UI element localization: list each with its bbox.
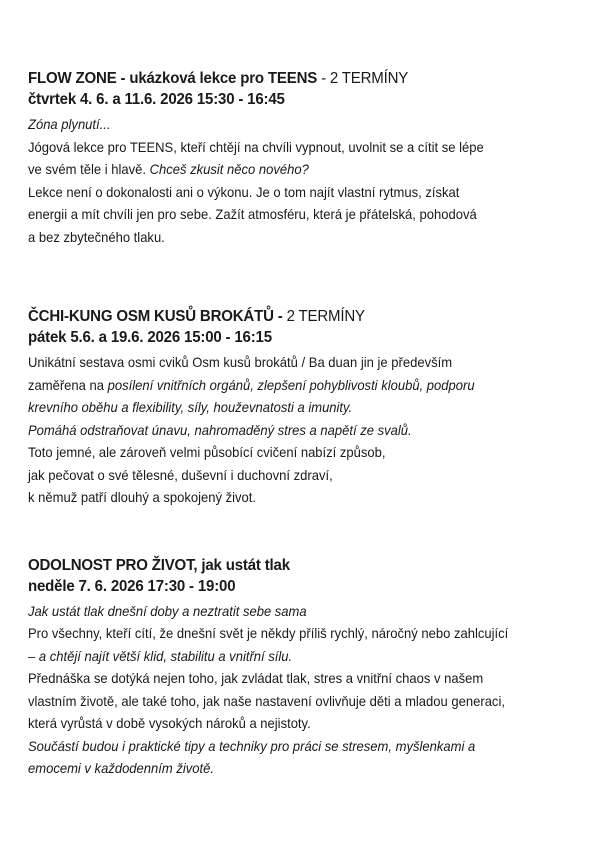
event-title — [28, 555, 545, 576]
description-line: Jak ustát tlak dnešní doby a neztratit sebe sama — [28, 602, 307, 619]
event-odolnost — [28, 555, 578, 780]
description-line: k němuž patří dlouhý a spokojený život. — [28, 489, 256, 505]
event-title-text: ČCHI-KUNG OSM KUSŮ BROKÁTŮ - — [28, 308, 283, 325]
description-line: Přednáška se dotýká nejen toho, jak zvládat tlak, stres a vnitřní chaos v našem — [28, 670, 484, 686]
event-date: neděle 7. 6. 2026 17:30 - 19:00 — [28, 577, 236, 595]
event-date: čtvrtek 4. 6. a 11.6. 2026 15:30 - 16:45 — [28, 91, 285, 108]
description-line: Toto jemné, ale zároveň velmi působící cvičení nabízí způsob, — [28, 444, 386, 460]
event-title-text: ODOLNOST PRO ŽIVOT, jak ustát tlak — [28, 556, 290, 574]
event-terms: - 2 TERMÍNY — [317, 70, 409, 87]
description-line: Součástí budou i praktické tipy a techniky pro práci se stresem, myšlenkami a — [28, 737, 476, 754]
description-line: Lekce není o dokonalosti ani o výkonu. Je o tom najít vlastní rytmus, získat — [28, 183, 460, 200]
description-line: Zóna plynutí... — [28, 116, 111, 132]
description-line: vlastním životě, ale také toho, jak naše nastavení ovlivňuje děti a mladou generaci, — [28, 692, 505, 709]
description-line: Jógová lekce pro TEENS, kteří chtějí na chvíli vypnout, uvolnit se a cítit se lépe — [28, 138, 484, 155]
description-line: energii a mít chvíli jen pro sebe. Zažít atmosféru, která je přátelská, pohodová — [28, 206, 477, 222]
event-flow-zone — [28, 68, 578, 248]
event-terms: 2 TERMÍNY — [282, 308, 365, 325]
description-line: – a chtějí najít větší klid, stabilitu a vnitřní sílu. — [28, 647, 293, 664]
description-line: která vyrůstá v době vysokých nároků a nejistoty. — [28, 715, 311, 731]
description-line: zaměřena na posílení vnitřních orgánů, zlepšení pohyblivosti kloubů, podporu — [28, 376, 475, 393]
description-line: Pomáhá odstraňovat únavu, nahromaděný stres a napětí ze svalů. — [28, 421, 412, 438]
event-title-text: FLOW ZONE - ukázková lekce pro TEENS — [28, 70, 318, 87]
description-line: a bez zbytečného tlaku. — [28, 228, 165, 245]
event-title — [28, 306, 545, 327]
description-line: ve svém těle i hlavě. Chceš zkusit něco nového? — [28, 161, 309, 177]
description-line: emocemi v každodenním životě. — [28, 760, 214, 776]
event-chi-kung — [28, 306, 578, 509]
description-line: krevního oběhu a flexibility, síly, houževnatosti a imunity. — [28, 399, 353, 415]
description-line: jak pečovat o své tělesné, duševní i duchovní zdraví, — [28, 466, 333, 483]
event-program — [28, 68, 578, 838]
event-date: pátek 5.6. a 19.6. 2026 15:00 - 16:15 — [28, 329, 272, 346]
description-line: Pro všechny, kteří cítí, že dnešní svět je někdy příliš rychlý, náročný nebo zahlcující — [28, 625, 509, 641]
event-title — [28, 68, 545, 89]
description-line: Unikátní sestava osmi cviků Osm kusů brokátů / Ba duan jin je především — [28, 354, 453, 370]
